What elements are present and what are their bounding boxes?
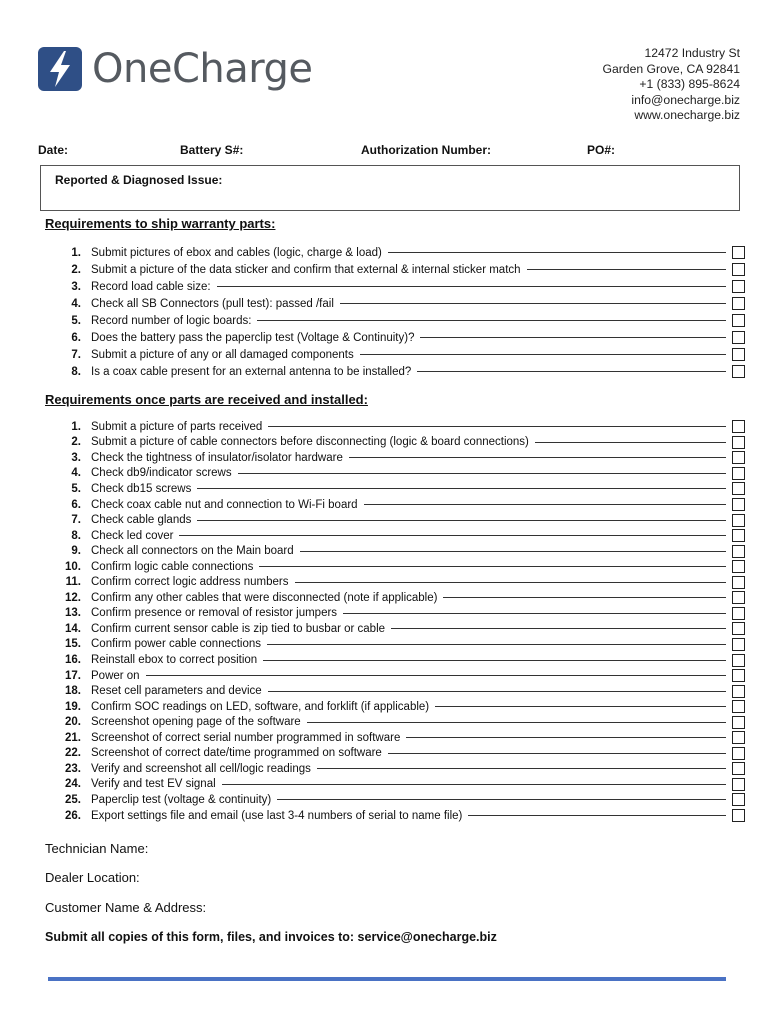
item-checkbox[interactable]	[732, 529, 745, 542]
item-number: 2.	[71, 263, 81, 276]
fill-line	[300, 551, 726, 552]
technician-name-field: Technician Name:	[45, 841, 149, 856]
item-checkbox[interactable]	[732, 263, 745, 276]
item-checkbox[interactable]	[732, 451, 745, 464]
item-checkbox[interactable]	[732, 280, 745, 293]
item-checkbox[interactable]	[732, 482, 745, 495]
item-checkbox[interactable]	[732, 731, 745, 744]
item-number: 13.	[65, 607, 81, 620]
authorization-number-label: Authorization Number:	[361, 143, 491, 157]
list-item	[45, 512, 745, 528]
fill-line	[343, 613, 726, 614]
item-checkbox[interactable]	[732, 778, 745, 791]
fill-line	[197, 520, 726, 521]
item-text: Export settings file and email (use last 3-4 numbers of serial to name file)	[91, 809, 463, 822]
item-text: Reinstall ebox to correct position	[91, 654, 258, 667]
submit-instructions: Submit all copies of this form, files, and invoices to: service@onecharge.biz	[45, 930, 497, 944]
item-text: Record load cable size:	[91, 280, 211, 293]
item-text: Confirm power cable connections	[91, 638, 262, 651]
item-number: 25.	[65, 793, 81, 806]
item-number: 15.	[65, 638, 81, 651]
item-text: Confirm correct logic address numbers	[91, 576, 289, 589]
lightning-bolt-icon	[38, 47, 82, 91]
item-text: Check led cover	[91, 529, 174, 542]
item-checkbox[interactable]	[732, 716, 745, 729]
item-checkbox[interactable]	[732, 365, 745, 378]
section-ship-title: Requirements to ship warranty parts:	[45, 216, 276, 231]
item-text: Screenshot of correct serial number programmed in software	[91, 731, 401, 744]
item-checkbox[interactable]	[732, 297, 745, 310]
fill-line	[307, 722, 726, 723]
bottom-divider	[48, 977, 726, 981]
item-text: Confirm current sensor cable is zip tied to busbar or cable	[91, 622, 386, 635]
item-checkbox[interactable]	[732, 314, 745, 327]
fill-line	[391, 628, 726, 629]
fill-line	[417, 371, 726, 372]
list-item	[45, 590, 745, 606]
item-text: Check all SB Connectors (pull test): passed /fail	[91, 297, 334, 310]
item-text: Confirm logic cable connections	[91, 560, 254, 573]
item-text: Power on	[91, 669, 140, 682]
item-checkbox[interactable]	[732, 638, 745, 651]
fill-line	[217, 286, 726, 287]
fill-line	[197, 488, 726, 489]
item-number: 4.	[71, 297, 81, 310]
fill-line	[268, 691, 726, 692]
item-checkbox[interactable]	[732, 669, 745, 682]
item-checkbox[interactable]	[732, 700, 745, 713]
item-number: 6.	[71, 331, 81, 344]
fill-line	[238, 473, 726, 474]
fill-line	[222, 784, 726, 785]
item-number: 8.	[71, 365, 81, 378]
fill-line	[259, 566, 726, 567]
item-checkbox[interactable]	[732, 331, 745, 344]
address-email: info@onecharge.biz	[631, 92, 740, 107]
item-checkbox[interactable]	[732, 591, 745, 604]
item-number: 14.	[65, 622, 81, 635]
item-checkbox[interactable]	[732, 560, 745, 573]
list-item	[45, 497, 745, 513]
list-item	[45, 466, 745, 482]
item-checkbox[interactable]	[732, 793, 745, 806]
fill-line	[179, 535, 726, 536]
item-text: Check db9/indicator screws	[91, 467, 232, 480]
fill-line	[443, 597, 726, 598]
item-text: Check cable glands	[91, 514, 192, 527]
address-street: 12472 Industry St	[644, 46, 740, 60]
list-item	[45, 637, 745, 653]
list-item	[45, 575, 745, 591]
item-number: 6.	[71, 498, 81, 511]
reported-issue-box[interactable]	[40, 165, 740, 211]
fill-line	[435, 706, 726, 707]
item-checkbox[interactable]	[732, 436, 745, 449]
company-logo	[38, 46, 312, 92]
fill-line	[295, 582, 727, 583]
list-item	[45, 450, 745, 466]
item-number: 12.	[65, 591, 81, 604]
fill-line	[360, 354, 726, 355]
item-text: Confirm any other cables that were disconnected (note if applicable)	[91, 591, 438, 604]
item-number: 26.	[65, 809, 81, 822]
item-number: 3.	[71, 280, 81, 293]
item-text: Submit a picture of cable connectors before disconnecting (logic & board connections)	[91, 436, 529, 449]
item-text: Verify and screenshot all cell/logic readings	[91, 762, 311, 775]
list-item	[45, 699, 745, 715]
fill-line	[317, 768, 726, 769]
fill-line	[388, 753, 726, 754]
list-item	[45, 528, 745, 544]
list-item	[45, 668, 745, 684]
item-number: 22.	[65, 747, 81, 760]
item-number: 5.	[71, 314, 81, 327]
list-item	[45, 363, 745, 380]
reported-issue-label: Reported & Diagnosed Issue:	[55, 173, 223, 187]
item-number: 7.	[71, 348, 81, 361]
fill-line	[349, 457, 726, 458]
list-item	[45, 261, 745, 278]
list-item	[45, 808, 745, 824]
item-text: Verify and test EV signal	[91, 778, 216, 791]
list-item	[45, 312, 745, 329]
item-checkbox[interactable]	[732, 514, 745, 527]
fill-line	[527, 269, 726, 270]
list-item	[45, 777, 745, 793]
list-item	[45, 683, 745, 699]
list-item	[45, 435, 745, 451]
po-number-label: PO#:	[587, 143, 616, 157]
list-item	[45, 761, 745, 777]
list-item	[45, 278, 745, 295]
item-text: Paperclip test (voltage & continuity)	[91, 793, 272, 806]
item-number: 19.	[65, 700, 81, 713]
item-checkbox[interactable]	[732, 607, 745, 620]
item-number: 18.	[65, 685, 81, 698]
item-number: 17.	[65, 669, 81, 682]
item-number: 8.	[71, 529, 81, 542]
item-text: Check all connectors on the Main board	[91, 545, 294, 558]
item-number: 4.	[71, 467, 81, 480]
item-checkbox[interactable]	[732, 622, 745, 635]
item-text: Check coax cable nut and connection to Wi-Fi board	[91, 498, 358, 511]
item-checkbox[interactable]	[732, 654, 745, 667]
dealer-location-field: Dealer Location:	[45, 870, 140, 885]
form-fields-row	[38, 143, 738, 159]
brand-name: OneCharge	[92, 46, 313, 92]
item-number: 1.	[71, 420, 81, 433]
item-text: Screenshot of correct date/time programmed on software	[91, 747, 382, 760]
fill-line	[420, 337, 726, 338]
list-item	[45, 652, 745, 668]
list-item	[45, 419, 745, 435]
item-number: 21.	[65, 731, 81, 744]
list-item	[45, 346, 745, 363]
item-checkbox[interactable]	[732, 420, 745, 433]
item-number: 16.	[65, 654, 81, 667]
item-checkbox[interactable]	[732, 576, 745, 589]
item-text: Submit a picture of parts received	[91, 420, 263, 433]
item-checkbox[interactable]	[732, 498, 745, 511]
item-number: 5.	[71, 482, 81, 495]
company-address	[602, 46, 740, 124]
item-number: 23.	[65, 762, 81, 775]
item-checkbox[interactable]	[732, 762, 745, 775]
date-label: Date:	[38, 143, 69, 157]
item-number: 1.	[71, 246, 81, 259]
fill-line	[146, 675, 726, 676]
item-text: Record number of logic boards:	[91, 314, 252, 327]
list-item	[45, 621, 745, 637]
item-text: Submit pictures of ebox and cables (logic, charge & load)	[91, 246, 382, 259]
list-item	[45, 792, 745, 808]
item-text: Confirm SOC readings on LED, software, and forklift (if applicable)	[91, 700, 430, 713]
item-checkbox[interactable]	[732, 809, 745, 822]
item-checkbox[interactable]	[732, 545, 745, 558]
item-text: Screenshot opening page of the software	[91, 716, 301, 729]
battery-serial-label: Battery S#:	[180, 143, 244, 157]
item-number: 7.	[71, 514, 81, 527]
item-checkbox[interactable]	[732, 246, 745, 259]
list-item	[45, 481, 745, 497]
item-number: 20.	[65, 716, 81, 729]
item-text: Check db15 screws	[91, 482, 192, 495]
item-number: 9.	[71, 545, 81, 558]
fill-line	[257, 320, 726, 321]
list-item	[45, 714, 745, 730]
item-text: Check the tightness of insulator/isolator hardware	[91, 451, 343, 464]
item-text: Does the battery pass the paperclip test (Voltage & Continuity)?	[91, 331, 415, 344]
item-checkbox[interactable]	[732, 348, 745, 361]
item-number: 24.	[65, 778, 81, 791]
fill-line	[268, 426, 726, 427]
customer-name-address-field: Customer Name & Address:	[45, 900, 207, 915]
list-item	[45, 295, 745, 312]
list-item	[45, 244, 745, 261]
list-item	[45, 730, 745, 746]
list-item	[45, 559, 745, 575]
fill-line	[277, 799, 726, 800]
item-text: Submit a picture of the data sticker and confirm that external & internal sticker match	[91, 263, 521, 276]
item-number: 10.	[65, 560, 81, 573]
item-text: Confirm presence or removal of resistor jumpers	[91, 607, 338, 620]
list-item	[45, 746, 745, 762]
fill-line	[267, 644, 726, 645]
item-checkbox[interactable]	[732, 747, 745, 760]
item-text: Is a coax cable present for an external antenna to be installed?	[91, 365, 412, 378]
address-city: Garden Grove, CA 92841	[602, 61, 740, 76]
fill-line	[364, 504, 726, 505]
item-number: 11.	[65, 576, 81, 589]
list-item	[45, 543, 745, 559]
item-number: 2.	[71, 436, 81, 449]
fill-line	[535, 442, 726, 443]
list-item	[45, 606, 745, 622]
fill-line	[340, 303, 726, 304]
address-phone: +1 (833) 895-8624	[639, 77, 740, 91]
item-checkbox[interactable]	[732, 685, 745, 698]
item-number: 3.	[71, 451, 81, 464]
fill-line	[263, 660, 726, 661]
address-web: www.onecharge.biz	[634, 108, 740, 122]
fill-line	[468, 815, 726, 816]
item-text: Reset cell parameters and device	[91, 685, 262, 698]
item-text: Submit a picture of any or all damaged components	[91, 348, 354, 361]
fill-line	[388, 252, 726, 253]
section-installed-title: Requirements once parts are received and installed:	[45, 392, 368, 407]
list-item	[45, 329, 745, 346]
item-checkbox[interactable]	[732, 467, 745, 480]
fill-line	[406, 737, 726, 738]
